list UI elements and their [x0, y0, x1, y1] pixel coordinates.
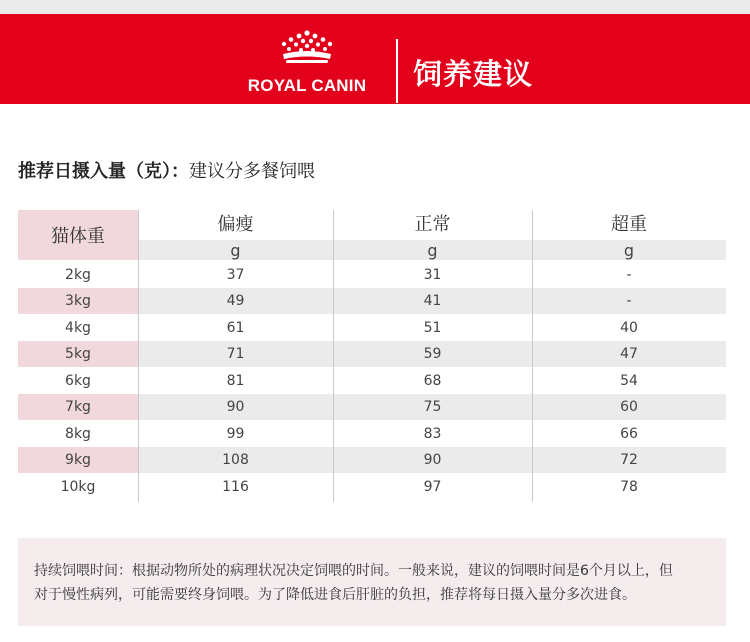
value-normal: 68: [423, 373, 442, 389]
value-normal: 97: [423, 479, 442, 495]
column-unit-overweight: g: [532, 240, 726, 260]
column-divider: [138, 210, 139, 502]
table-row: [18, 447, 726, 473]
page-title: 饲养建议: [413, 57, 534, 91]
intake-intro: [18, 157, 315, 183]
weight-cell: 10kg: [60, 479, 96, 495]
value-lean: 116: [222, 479, 249, 495]
table-row: [18, 474, 726, 500]
weight-cell: 6kg: [65, 373, 91, 389]
value-normal: 41: [423, 293, 442, 309]
value-lean: 99: [226, 426, 245, 442]
note-line: 对于慢性病列，可能需要终身饲喂。为了降低进食后肝脏的负担，推荐将每日摄入量分多次进食。: [34, 587, 636, 603]
header-banner: [0, 14, 750, 104]
value-lean: 49: [226, 293, 245, 309]
weight-cell: 2kg: [65, 267, 91, 283]
value-lean: 37: [226, 267, 245, 283]
brand-logo: [233, 28, 381, 98]
table-row: [18, 421, 726, 447]
value-overweight: 47: [620, 346, 638, 362]
value-overweight: 66: [620, 426, 638, 442]
top-strip: [0, 0, 750, 14]
value-overweight: 72: [620, 452, 638, 468]
table-row: [18, 315, 726, 341]
column-divider: [532, 210, 533, 502]
value-overweight: 40: [620, 320, 638, 336]
column-header-lean: 偏瘦: [217, 214, 254, 235]
value-overweight: -: [626, 293, 632, 309]
value-lean: 90: [226, 399, 245, 415]
value-overweight: -: [626, 267, 632, 283]
column-divider: [333, 210, 334, 502]
weight-cell: 8kg: [65, 426, 91, 442]
value-lean: 71: [226, 346, 245, 362]
feeding-duration-note: [18, 538, 726, 626]
column-header-overweight: 超重: [611, 214, 647, 235]
feeding-table: [18, 210, 726, 502]
value-lean: 81: [226, 373, 245, 389]
value-normal: 75: [423, 399, 442, 415]
value-lean: 108: [222, 452, 249, 468]
crown-icon: [277, 30, 337, 64]
weight-column-header: 猫体重: [18, 210, 138, 260]
table-row: [18, 262, 726, 288]
value-overweight: 54: [620, 373, 638, 389]
value-normal: 51: [423, 320, 442, 336]
value-lean: 61: [226, 320, 245, 336]
weight-cell: 5kg: [18, 341, 138, 367]
value-overweight: 60: [620, 399, 638, 415]
intake-advice: 建议分多餐饲喂: [189, 161, 315, 182]
column-header-normal: 正常: [414, 214, 451, 235]
brand-name: ROYAL CANIN: [247, 76, 367, 95]
weight-cell: 7kg: [18, 394, 138, 420]
note-line: 持续饲喂时间：根据动物所处的病理状况决定饲喂的时间。一般来说，建议的饲喂时间是6个月以上，但: [34, 563, 673, 579]
value-normal: 59: [423, 346, 442, 362]
table-row: [18, 341, 726, 367]
column-unit-normal: g: [333, 240, 532, 260]
value-normal: 83: [423, 426, 442, 442]
column-unit-lean: g: [138, 240, 333, 260]
table-row: [18, 368, 726, 394]
weight-cell: 4kg: [65, 320, 91, 336]
table-row: [18, 288, 726, 314]
weight-cell: 3kg: [18, 288, 138, 314]
intake-label: 推荐日摄入量（克）：: [18, 161, 189, 182]
weight-cell: 9kg: [18, 447, 138, 473]
header-divider: [396, 39, 398, 103]
table-row: [18, 394, 726, 420]
value-normal: 90: [423, 452, 442, 468]
value-overweight: 78: [620, 479, 638, 495]
value-normal: 31: [423, 267, 442, 283]
